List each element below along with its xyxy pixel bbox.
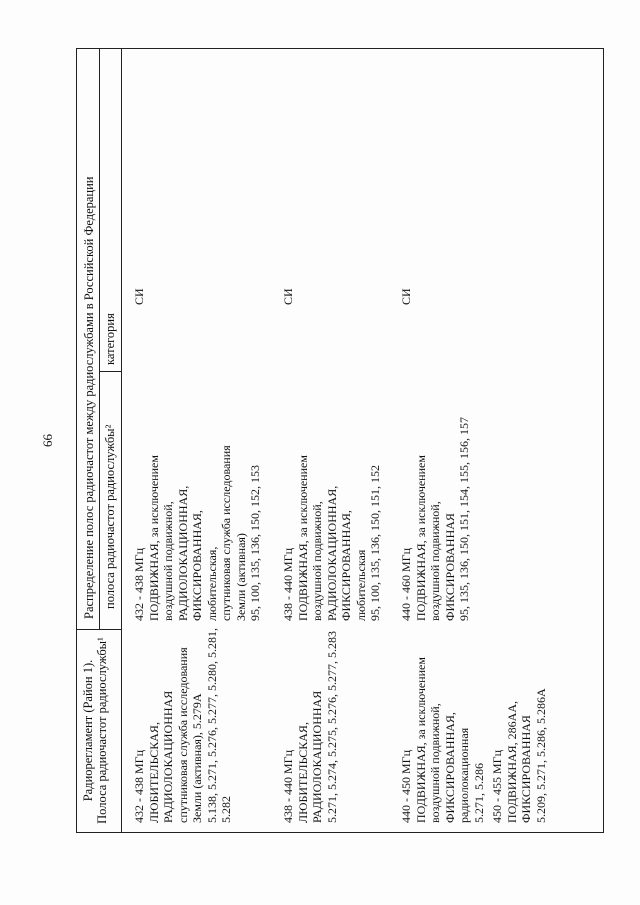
rf-allocation-line: 95, 100, 135, 136, 150, 152, 153 — [248, 465, 262, 621]
itu-allocation-line: 440 - 450 МГц — [399, 749, 413, 823]
rf-allocation-line: 95, 100, 135, 136, 150, 151, 152 — [368, 465, 382, 621]
rf-allocation-cell — [399, 417, 472, 621]
rf-allocation-line: ФИКСИРОВАННАЯ, — [339, 510, 353, 621]
rf-allocation-cell — [132, 445, 263, 621]
rf-allocation-line: ФИКСИРОВАННАЯ — [442, 513, 457, 621]
rf-allocation-line: ПОДВИЖНАЯ, за исключением — [295, 455, 310, 621]
itu-allocation-line: 5.271, 5.286 — [471, 763, 486, 823]
itu-allocation-line: 450 - 455 МГц — [490, 749, 504, 823]
itu-allocation-cell — [490, 688, 548, 823]
rf-allocation-line: спутниковая служба исследования — [219, 445, 233, 621]
itu-allocation-line: 432 - 438 МГц — [132, 749, 146, 823]
category-cell: СИ — [281, 288, 295, 305]
itu-column-header — [81, 629, 109, 832]
category-cell: СИ — [132, 288, 146, 305]
rf-allocation-cell — [281, 455, 383, 621]
itu-allocation-line: РАДИОЛОКАЦИОННАЯ — [161, 690, 175, 823]
allocation-table — [40, 48, 604, 833]
rf-band-column-header: полоса радиочастот радиослужбы² — [103, 424, 117, 609]
rf-allocation-line: РАДИОЛОКАЦИОННАЯ, — [324, 485, 339, 621]
rf-allocation-line: Земли (активная) — [233, 533, 248, 621]
rf-allocation-line: любительская — [353, 549, 368, 621]
page-number: 66 — [40, 434, 55, 447]
column-divider — [99, 371, 121, 372]
header-row-divider — [99, 48, 100, 629]
rf-allocation-line: 432 - 438 МГц — [132, 547, 146, 621]
header-bottom-divider — [121, 48, 122, 832]
itu-allocation-line: ПОДВИЖНАЯ, за исключением — [413, 657, 428, 823]
itu-allocation-line: 438 - 440 МГц — [281, 749, 295, 823]
itu-allocation-line: ФИКСИРОВАННАЯ — [519, 715, 533, 823]
rf-allocation-line: 438 - 440 МГц — [281, 547, 295, 621]
rf-allocation-line: 440 - 460 МГц — [399, 547, 413, 621]
itu-allocation-cell — [132, 628, 234, 823]
rf-allocation-line: ПОДВИЖНАЯ, за исключением — [413, 455, 428, 621]
itu-allocation-line: ЛЮБИТЕЛЬСКАЯ, — [146, 722, 161, 823]
rf-allocation-line: воздушной подвижной, — [428, 501, 442, 621]
itu-allocation-line: 5.271, 5.274, 5.275, 5.276, 5.277, 5.283 — [324, 631, 339, 823]
itu-allocation-line: 5.138, 5.271, 5.276, 5.277, 5.280, 5.281, — [204, 628, 219, 823]
itu-allocation-line: спутниковая служба исследования — [175, 647, 190, 823]
rf-allocation-line: воздушной подвижной, — [310, 501, 324, 621]
rf-allocation-line: ФИКСИРОВАННАЯ, — [190, 510, 204, 621]
category-cell: СИ — [399, 288, 413, 305]
rf-allocation-line: ПОДВИЖНАЯ, за исключением — [146, 455, 161, 621]
itu-allocation-cell — [399, 657, 486, 823]
itu-allocation-line: 5.209, 5.271, 5.286, 5.286А — [533, 688, 548, 823]
itu-allocation-line: ФИКСИРОВАННАЯ, — [442, 712, 457, 823]
rf-allocation-line: любительская, — [204, 546, 219, 621]
itu-column-title: Радиорегламент (Район 1). — [81, 659, 95, 802]
itu-column-subtitle: Полоса радиочастот радиослужбы¹ — [95, 637, 109, 824]
category-column-header: категория — [103, 313, 117, 365]
rf-allocation-line: 95, 135, 136, 150, 151, 154, 155, 156, 157 — [457, 417, 471, 621]
itu-allocation-line: радиолокационная — [457, 727, 471, 823]
itu-allocation-line: воздушной подвижной, — [428, 703, 442, 823]
rf-allocation-line: РАДИОЛОКАЦИОННАЯ, — [175, 485, 190, 621]
itu-allocation-line: РАДИОЛОКАЦИОННАЯ — [310, 690, 324, 823]
itu-allocation-cell — [281, 631, 339, 823]
rf-allocation-line: воздушной подвижной, — [161, 501, 175, 621]
itu-allocation-line: Земли (активная), 5.279А — [190, 693, 204, 823]
itu-allocation-line: ПОДВИЖНАЯ, 286АА, — [504, 700, 519, 823]
itu-allocation-line: ЛЮБИТЕЛЬСКАЯ, — [295, 722, 310, 823]
itu-allocation-line: 5.282 — [219, 796, 233, 823]
rf-distribution-header: Распределение полос радиочастот между радиослужбами в Российской Федерации — [82, 176, 96, 619]
